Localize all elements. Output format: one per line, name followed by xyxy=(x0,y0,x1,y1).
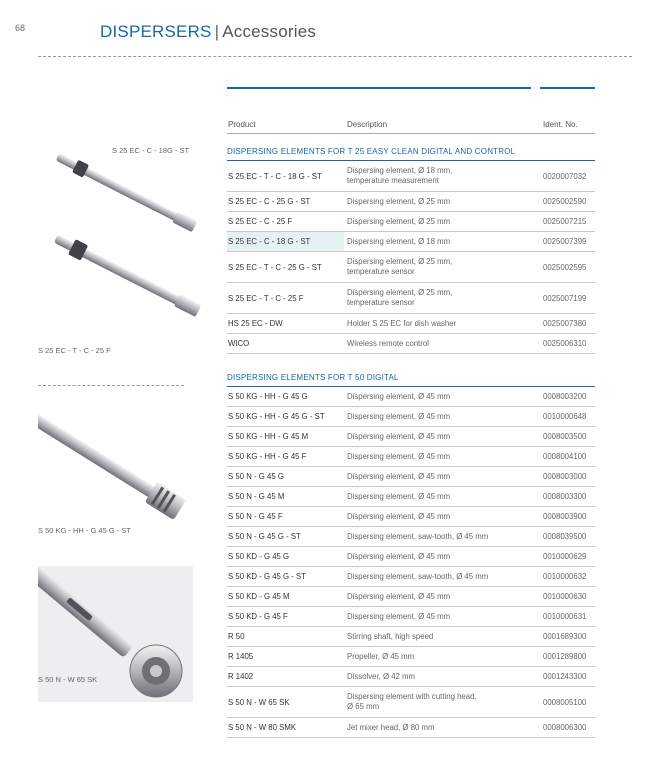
section-t25 xyxy=(227,146,595,354)
table-row xyxy=(227,607,595,627)
description-cell-text: Dispersing element, Ø 45 mm xyxy=(347,511,451,521)
table-row xyxy=(227,587,595,607)
section-title: DISPERSING ELEMENTS FOR T 50 DIGITAL xyxy=(227,372,595,387)
product-cell-text: S 50 N - G 45 G xyxy=(228,472,284,481)
description-cell xyxy=(347,647,537,666)
ident-cell-text: 0010000631 xyxy=(543,612,587,621)
caption-img3: S 50 KG - HH - G 45 G - ST xyxy=(38,526,131,535)
product-cell xyxy=(227,314,343,333)
table-row xyxy=(227,314,595,334)
description-cell-text: Stirring shaft, high speed xyxy=(347,631,434,641)
product-cell-text: S 50 N - W 65 SK xyxy=(228,697,290,707)
product-cell-text: S 50 KD - G 45 G - ST xyxy=(228,572,306,581)
table-row xyxy=(227,567,595,587)
product-cell xyxy=(227,232,344,251)
ident-cell-text: 0025007380 xyxy=(543,319,587,328)
product-cell-text: S 50 N - G 45 M xyxy=(228,492,285,501)
header-accent-bar-right xyxy=(540,87,595,89)
product-cell xyxy=(227,547,343,566)
product-cell xyxy=(227,587,343,606)
description-cell xyxy=(347,252,537,282)
description-cell-text: Dispersing element, Ø 45 mm xyxy=(347,451,451,461)
description-cell-text: Dispersing element, Ø 45 mm xyxy=(347,471,451,481)
col-header-product: Product xyxy=(228,120,256,129)
ident-cell xyxy=(543,283,603,313)
description-cell-text: Dispersing element with cutting head, Ø 65 mm xyxy=(347,692,477,711)
ident-cell-text: 0025002590 xyxy=(543,197,587,206)
product-cell xyxy=(227,527,343,546)
ident-cell-text: 0008039500 xyxy=(543,532,587,541)
product-cell-text: R 50 xyxy=(228,632,245,641)
description-cell xyxy=(347,192,537,211)
product-cell xyxy=(227,667,343,686)
caption-img4: S 50 N - W 65 SK xyxy=(38,675,98,684)
table-row xyxy=(227,252,595,283)
table-row xyxy=(227,407,595,427)
table-row xyxy=(227,283,595,314)
ident-cell-text: 0001243300 xyxy=(543,672,587,681)
product-cell-text: S 50 N - G 45 F xyxy=(228,512,283,521)
ident-cell xyxy=(543,547,603,566)
description-cell-text: Dispersing element, Ø 45 mm xyxy=(347,431,451,441)
product-cell-text: S 50 KG - HH - G 45 G - ST xyxy=(228,412,325,421)
ident-cell xyxy=(543,192,603,211)
table-row xyxy=(227,387,595,407)
table-row xyxy=(227,447,595,467)
ident-cell-text: 0008005100 xyxy=(543,697,587,707)
description-cell xyxy=(347,507,537,526)
product-cell-text: S 25 EC - C - 18 G - ST xyxy=(228,237,311,246)
ident-cell xyxy=(543,567,603,586)
ident-cell-text: 0025007199 xyxy=(543,293,587,303)
description-cell xyxy=(347,667,537,686)
description-cell xyxy=(347,387,537,406)
product-cell xyxy=(227,647,343,666)
description-cell xyxy=(347,212,537,231)
page-title xyxy=(100,22,316,42)
description-cell xyxy=(347,447,537,466)
page-number: 68 xyxy=(15,23,26,33)
ident-cell-text: 0025006310 xyxy=(543,339,587,348)
ident-cell-text: 0025007399 xyxy=(543,237,587,246)
title-sub: Accessories xyxy=(222,22,317,41)
caption-img1: S 25 EC - C - 18G - ST xyxy=(112,146,190,155)
ident-cell-text: 0010000629 xyxy=(543,552,587,561)
ident-cell-text: 0025002595 xyxy=(543,262,587,272)
title-separator: | xyxy=(214,22,220,41)
description-cell-text: Jet mixer head, Ø 80 mm xyxy=(347,722,435,732)
description-cell-text: Dispersing element, Ø 45 mm xyxy=(347,551,451,561)
product-cell-text: HS 25 EC - DW xyxy=(228,319,283,328)
product-image-s25-18g xyxy=(40,150,220,240)
product-image-s50-kg xyxy=(38,408,188,528)
table-row xyxy=(227,467,595,487)
product-image-s25-25f xyxy=(40,228,220,328)
product-cell-text: WICO xyxy=(228,339,250,348)
description-cell xyxy=(347,547,537,566)
product-cell-text: S 25 EC - C - 25 G - ST xyxy=(228,197,311,206)
product-cell xyxy=(227,427,343,446)
ident-cell-text: 0008003900 xyxy=(543,512,587,521)
product-cell xyxy=(227,212,343,231)
ident-cell-text: 0025007215 xyxy=(543,217,587,226)
table-row xyxy=(227,687,595,718)
product-cell-text: S 50 KG - HH - G 45 G xyxy=(228,392,308,401)
ident-cell xyxy=(543,487,603,506)
description-cell xyxy=(347,527,537,546)
description-cell-text: Dispersing element, Ø 25 mm xyxy=(347,196,451,206)
product-cell-text: S 25 EC - T - C - 25 G - ST xyxy=(228,262,322,272)
product-cell-text: S 50 N - G 45 G - ST xyxy=(228,532,301,541)
description-cell xyxy=(347,334,537,353)
ident-cell xyxy=(543,647,603,666)
description-cell-text: Dispersing element, Ø 25 mm, temperature sensor xyxy=(347,257,453,276)
description-cell-text: Dissolver, Ø 42 mm xyxy=(347,671,416,681)
product-cell xyxy=(227,192,343,211)
ident-cell-text: 0010000632 xyxy=(543,572,587,581)
description-cell-text: Dispersing element, Ø 25 mm xyxy=(347,216,451,226)
ident-cell xyxy=(543,607,603,626)
ident-cell-text: 0010000648 xyxy=(543,412,587,421)
description-cell xyxy=(347,314,537,333)
ident-cell xyxy=(543,587,603,606)
ident-cell-text: 0001289800 xyxy=(543,652,587,661)
ident-cell xyxy=(543,161,603,191)
title-main: DISPERSERS xyxy=(100,22,212,41)
description-cell-text: Dispersing element, Ø 18 mm, temperature measurement xyxy=(347,166,453,185)
ident-cell-text: 0008003300 xyxy=(543,492,587,501)
description-cell xyxy=(347,283,537,313)
ident-cell xyxy=(543,212,603,231)
table-row xyxy=(227,547,595,567)
ident-cell-text: 0001689300 xyxy=(543,632,587,641)
ident-cell xyxy=(543,387,603,406)
product-cell xyxy=(227,507,343,526)
description-cell xyxy=(347,407,537,426)
product-cell xyxy=(227,467,343,486)
product-cell xyxy=(227,627,343,646)
ident-cell xyxy=(543,527,603,546)
ident-cell xyxy=(543,467,603,486)
table-row xyxy=(227,647,595,667)
description-cell-text: Dispersing element, saw-tooth, Ø 45 mm xyxy=(347,531,489,541)
description-cell-text: Dispersing element, Ø 25 mm, temperature sensor xyxy=(347,288,453,307)
product-cell xyxy=(227,567,343,586)
ident-cell xyxy=(543,507,603,526)
description-cell xyxy=(347,427,537,446)
product-cell-text: S 50 N - W 80 SMK xyxy=(228,723,297,732)
ident-cell-text: 0010000630 xyxy=(543,592,587,601)
table-row xyxy=(227,718,595,738)
product-cell xyxy=(227,447,343,466)
product-cell-text: S 25 EC - T - C - 18 G - ST xyxy=(228,171,322,181)
table-row xyxy=(227,527,595,547)
section-title: DISPERSING ELEMENTS FOR T 25 EASY CLEAN DIGITAL AND CONTROL xyxy=(227,146,595,161)
description-cell xyxy=(347,607,537,626)
description-cell xyxy=(347,627,537,646)
product-cell-text: S 50 KD - G 45 F xyxy=(228,612,288,621)
ident-cell xyxy=(543,718,603,737)
table-row xyxy=(227,627,595,647)
description-cell-text: Dispersing element, Ø 45 mm xyxy=(347,391,451,401)
ident-cell xyxy=(543,687,603,717)
description-cell-text: Dispersing element, saw-tooth, Ø 45 mm xyxy=(347,571,489,581)
ident-cell xyxy=(543,232,603,251)
description-cell-text: Dispersing element, Ø 45 mm xyxy=(347,491,451,501)
product-cell xyxy=(227,687,343,717)
description-cell xyxy=(347,687,537,717)
description-cell xyxy=(347,487,537,506)
description-cell-text: Dispersing element, Ø 45 mm xyxy=(347,591,451,601)
product-cell xyxy=(227,161,343,191)
product-cell xyxy=(227,718,343,737)
ident-cell-text: 0008006300 xyxy=(543,723,587,732)
table-row xyxy=(227,667,595,687)
product-cell-text: S 50 KG - HH - G 45 F xyxy=(228,452,307,461)
product-cell-text: R 1405 xyxy=(228,652,254,661)
description-cell-text: Dispersing element, Ø 45 mm xyxy=(347,411,451,421)
table-row xyxy=(227,232,595,252)
table-row xyxy=(227,507,595,527)
col-header-ident: Ident. No. xyxy=(543,120,578,129)
ident-cell xyxy=(543,427,603,446)
table-row xyxy=(227,427,595,447)
table-row xyxy=(227,487,595,507)
description-cell-text: Holder S 25 EC for dish washer xyxy=(347,318,457,328)
top-divider xyxy=(38,56,632,57)
description-cell xyxy=(347,467,537,486)
description-cell-text: Dispersing element, Ø 18 mm xyxy=(347,236,451,246)
ident-cell xyxy=(543,667,603,686)
description-cell xyxy=(347,567,537,586)
product-cell-text: S 25 EC - C - 25 F xyxy=(228,217,293,226)
ident-cell-text: 0008003000 xyxy=(543,472,587,481)
ident-cell xyxy=(543,334,603,353)
product-cell xyxy=(227,607,343,626)
product-cell xyxy=(227,407,343,426)
description-cell xyxy=(347,587,537,606)
product-cell-text: S 50 KG - HH - G 45 M xyxy=(228,432,309,441)
ident-cell xyxy=(543,407,603,426)
description-cell-text: Dispersing element, Ø 45 mm xyxy=(347,611,451,621)
product-cell-text: S 25 EC - T - C - 25 F xyxy=(228,293,304,303)
product-cell-text: R 1402 xyxy=(228,672,254,681)
side-divider xyxy=(38,385,184,386)
col-header-description: Description xyxy=(347,120,388,129)
product-cell xyxy=(227,334,343,353)
ident-cell-text: 0020007032 xyxy=(543,171,587,181)
ident-cell xyxy=(543,314,603,333)
ident-cell-text: 0008003500 xyxy=(543,432,587,441)
description-cell xyxy=(347,161,537,191)
description-cell xyxy=(347,718,537,737)
description-cell-text: Wireless remote control xyxy=(347,338,429,348)
header-divider xyxy=(227,133,595,134)
product-cell xyxy=(227,387,343,406)
ident-cell xyxy=(543,447,603,466)
description-cell xyxy=(347,232,537,251)
product-cell xyxy=(227,487,343,506)
table-row xyxy=(227,212,595,232)
section-t50 xyxy=(227,372,595,738)
product-cell-text: S 50 KD - G 45 G xyxy=(228,552,290,561)
product-cell-text: S 50 KD - G 45 M xyxy=(228,592,290,601)
header-accent-bar xyxy=(227,87,531,89)
table-row xyxy=(227,192,595,212)
ident-cell xyxy=(543,627,603,646)
caption-img2: S 25 EC - T - C - 25 F xyxy=(38,346,111,355)
product-cell xyxy=(227,283,343,313)
ident-cell-text: 0008004100 xyxy=(543,452,587,461)
product-cell xyxy=(227,252,343,282)
ident-cell xyxy=(543,252,603,282)
table-row xyxy=(227,161,595,192)
ident-cell-text: 0008003200 xyxy=(543,392,587,401)
description-cell-text: Propeller, Ø 45 mm xyxy=(347,651,415,661)
table-row xyxy=(227,334,595,354)
